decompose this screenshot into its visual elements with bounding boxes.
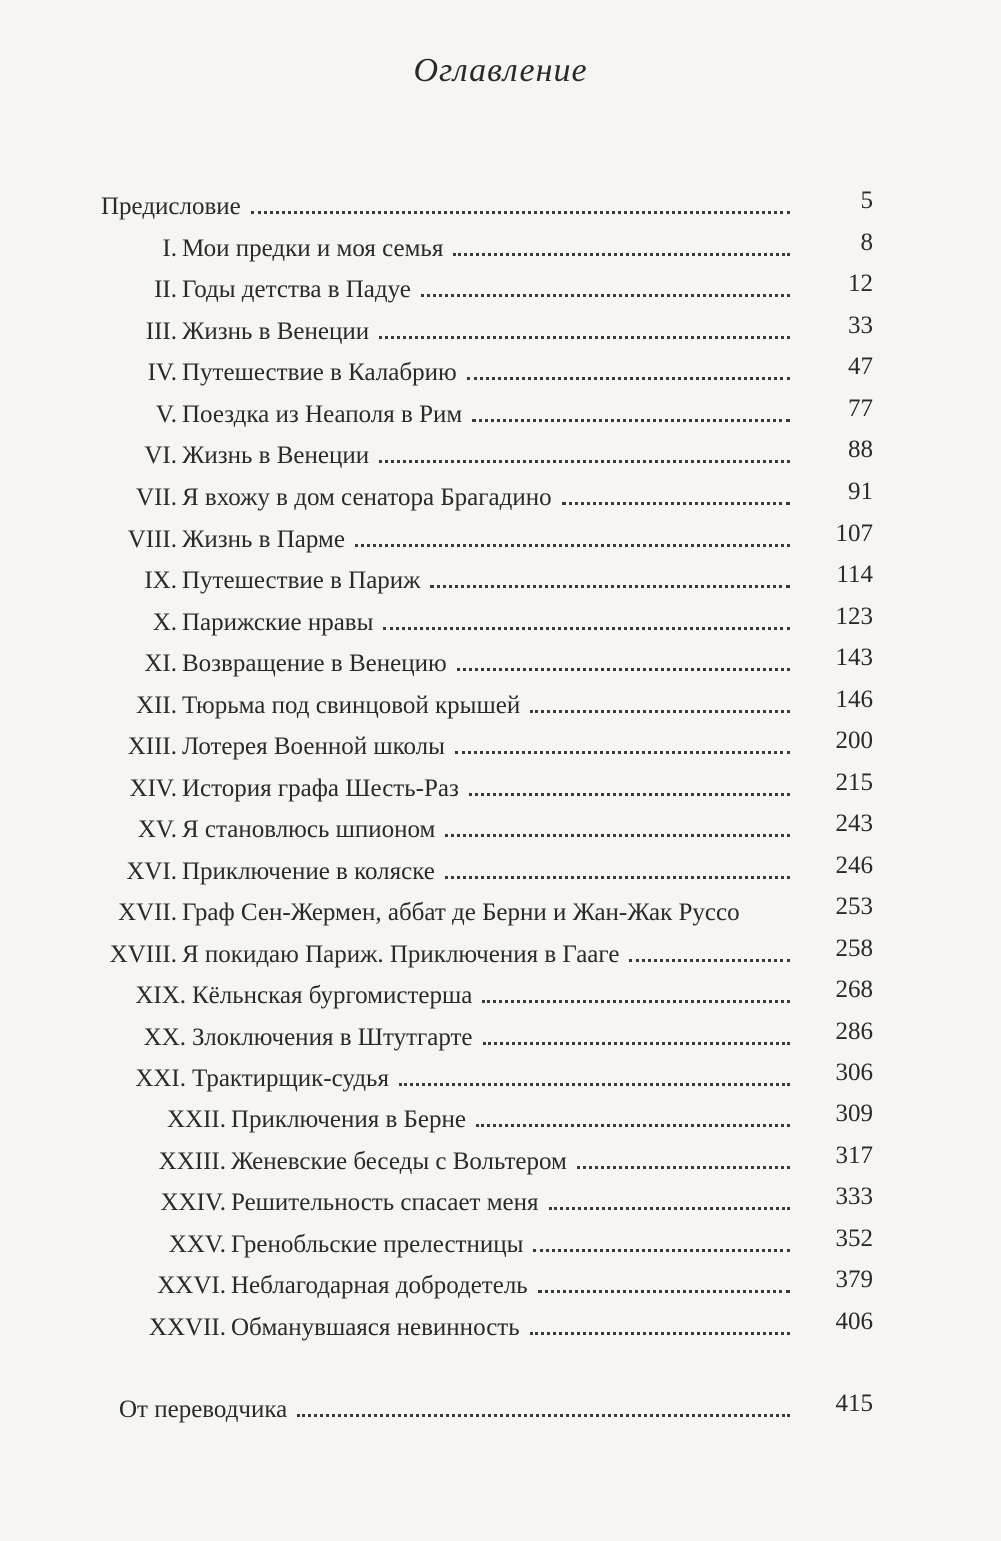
leader-dots (577, 1162, 790, 1169)
leader-dots (455, 747, 790, 754)
page-number: 317 (835, 1142, 873, 1169)
page-number: 406 (835, 1308, 873, 1335)
page-number: 309 (835, 1100, 873, 1127)
toc-entry (0, 478, 1001, 525)
page-number: 114 (836, 561, 873, 588)
chapter-number: XXVI. (157, 1272, 226, 1299)
toc-entry (0, 727, 1001, 774)
page-number: 77 (848, 395, 873, 422)
chapter-number: XVII. (117, 899, 177, 926)
chapter-title: Лотерея Военной школы (182, 733, 445, 760)
chapter-number: I. (162, 235, 177, 262)
chapter-number: XV. (137, 816, 177, 843)
chapter-title: Я становлюсь шпионом (182, 816, 436, 843)
leader-dots (453, 249, 790, 256)
toc-entry (0, 1183, 1001, 1230)
page-number: 333 (835, 1183, 873, 1210)
leader-dots (629, 955, 790, 962)
page-number: 258 (835, 935, 873, 962)
chapter-number: IX. (144, 567, 177, 594)
page-number: 146 (835, 686, 873, 713)
chapter-number: V. (155, 401, 177, 428)
chapter-number: XXV. (168, 1231, 226, 1258)
page-number: 47 (848, 353, 873, 380)
chapter-number: XXIII. (158, 1148, 226, 1175)
chapter-title: Жизнь в Парме (182, 526, 345, 553)
chapter-number: XXIV. (160, 1189, 226, 1216)
leader-dots (297, 1410, 790, 1417)
toc-entry (0, 561, 1001, 608)
chapter-number: XVI. (126, 858, 177, 885)
page-number: 415 (835, 1390, 873, 1417)
chapter-title: Граф Сен-Жермен, аббат де Берни и Жан-Жак Руссо (182, 899, 740, 926)
leader-dots (483, 1038, 790, 1045)
leader-dots (533, 1245, 790, 1252)
chapter-title: Кёльнская бургомистерша (192, 982, 473, 1009)
chapter-number: XII. (136, 692, 177, 719)
chapter-number: IV. (147, 359, 177, 386)
leader-dots (445, 872, 790, 879)
page-number: 286 (835, 1018, 873, 1045)
page-number: 215 (835, 769, 873, 796)
leader-dots (467, 373, 790, 380)
page-number: 268 (835, 976, 873, 1003)
leader-dots (469, 789, 790, 796)
toc-entry (0, 187, 1001, 234)
chapter-title: Поездка из Неаполя в Рим (182, 401, 463, 428)
chapter-number: VIII. (127, 526, 177, 553)
chapter-number: VII. (136, 484, 177, 511)
leader-dots (472, 415, 790, 422)
chapter-title: Предисловие (101, 193, 241, 220)
chapter-title: Путешествие в Париж (182, 567, 421, 594)
leader-dots (530, 706, 790, 713)
page-number: 200 (835, 727, 873, 754)
chapter-title: Мои предки и моя семья (182, 235, 444, 262)
chapter-title: Приключение в коляске (182, 858, 435, 885)
chapter-title: Жизнь в Венеции (182, 318, 370, 345)
page-number: 5 (860, 187, 873, 214)
chapter-number: X. (152, 609, 177, 636)
page-number: 243 (835, 810, 873, 837)
leader-dots (379, 332, 790, 339)
leader-dots (562, 498, 790, 505)
page-number: 12 (848, 270, 873, 297)
leader-dots (530, 1328, 790, 1335)
leader-dots (430, 581, 790, 588)
chapter-number: XVIII. (109, 941, 177, 968)
chapter-number: III. (145, 318, 177, 345)
toc-entry (0, 353, 1001, 400)
leader-dots (445, 830, 790, 837)
toc-entry (0, 270, 1001, 317)
page-number: 107 (835, 520, 873, 547)
chapter-title: Я покидаю Париж. Приключения в Гааге (182, 941, 620, 968)
leader-dots (379, 456, 790, 463)
leader-dots (383, 623, 790, 630)
chapter-number: XIV. (129, 775, 177, 802)
chapter-title: Приключения в Берне (231, 1106, 466, 1133)
chapter-title: Трактирщик-судья (192, 1065, 389, 1092)
leader-dots (399, 1079, 790, 1086)
toc-entry (0, 436, 1001, 483)
chapter-number: XIX. (135, 982, 186, 1009)
leader-dots (457, 664, 790, 671)
page-title: Оглавление (413, 52, 588, 89)
toc-entry (0, 893, 1001, 940)
toc-entry (0, 1266, 1001, 1313)
page-number: 352 (835, 1225, 873, 1252)
chapter-number: XX. (143, 1024, 186, 1051)
chapter-title: Обманувшаяся невинность (231, 1314, 520, 1341)
leader-dots (538, 1286, 790, 1293)
chapter-number: XI. (144, 650, 177, 677)
chapter-number: XXII. (166, 1106, 226, 1133)
chapter-title: Годы детства в Падуе (182, 276, 411, 303)
chapter-title: Жизнь в Венеции (182, 442, 370, 469)
chapter-number: XXI. (135, 1065, 186, 1092)
toc-entry (0, 1308, 1001, 1355)
chapter-title: Парижские нравы (182, 609, 374, 636)
page-number: 306 (835, 1059, 873, 1086)
page-number: 123 (835, 603, 873, 630)
chapter-number: VI. (144, 442, 177, 469)
leader-dots (482, 996, 790, 1003)
chapter-number: II. (154, 276, 177, 303)
chapter-title: Тюрьма под свинцовой крышей (182, 692, 521, 719)
toc-entry (0, 976, 1001, 1023)
chapter-title: Решительность спасает меня (231, 1189, 539, 1216)
chapter-title: Неблагодарная добродетель (231, 1272, 528, 1299)
chapter-title: Возвращение в Венецию (182, 650, 447, 677)
leader-dots (251, 207, 790, 214)
page-number: 379 (835, 1266, 873, 1293)
leader-dots (476, 1120, 790, 1127)
toc-entry (0, 1100, 1001, 1147)
chapter-title: От переводчика (119, 1396, 288, 1423)
page-number: 143 (835, 644, 873, 671)
chapter-title: Женевские беседы с Вольтером (231, 1148, 567, 1175)
page-number: 88 (848, 436, 873, 463)
toc-entry (0, 644, 1001, 691)
page-number: 246 (835, 852, 873, 879)
chapter-title: Я вхожу в дом сенатора Брагадино (182, 484, 552, 511)
toc-entry (0, 810, 1001, 857)
leader-dots (355, 540, 790, 547)
page-number: 253 (835, 893, 873, 920)
page-number: 8 (860, 229, 873, 256)
chapter-number: XXVII. (148, 1314, 226, 1341)
chapter-title: История графа Шесть-Раз (182, 775, 459, 802)
leader-dots (549, 1203, 790, 1210)
toc-entry (0, 1390, 1001, 1437)
chapter-title: Гренобльские прелестницы (231, 1231, 524, 1258)
chapter-number: XIII. (127, 733, 177, 760)
page-number: 91 (848, 478, 873, 505)
page-number: 33 (848, 312, 873, 339)
chapter-title: Злоключения в Штутгарте (192, 1024, 473, 1051)
leader-dots (421, 290, 790, 297)
chapter-title: Путешествие в Калабрию (182, 359, 457, 386)
